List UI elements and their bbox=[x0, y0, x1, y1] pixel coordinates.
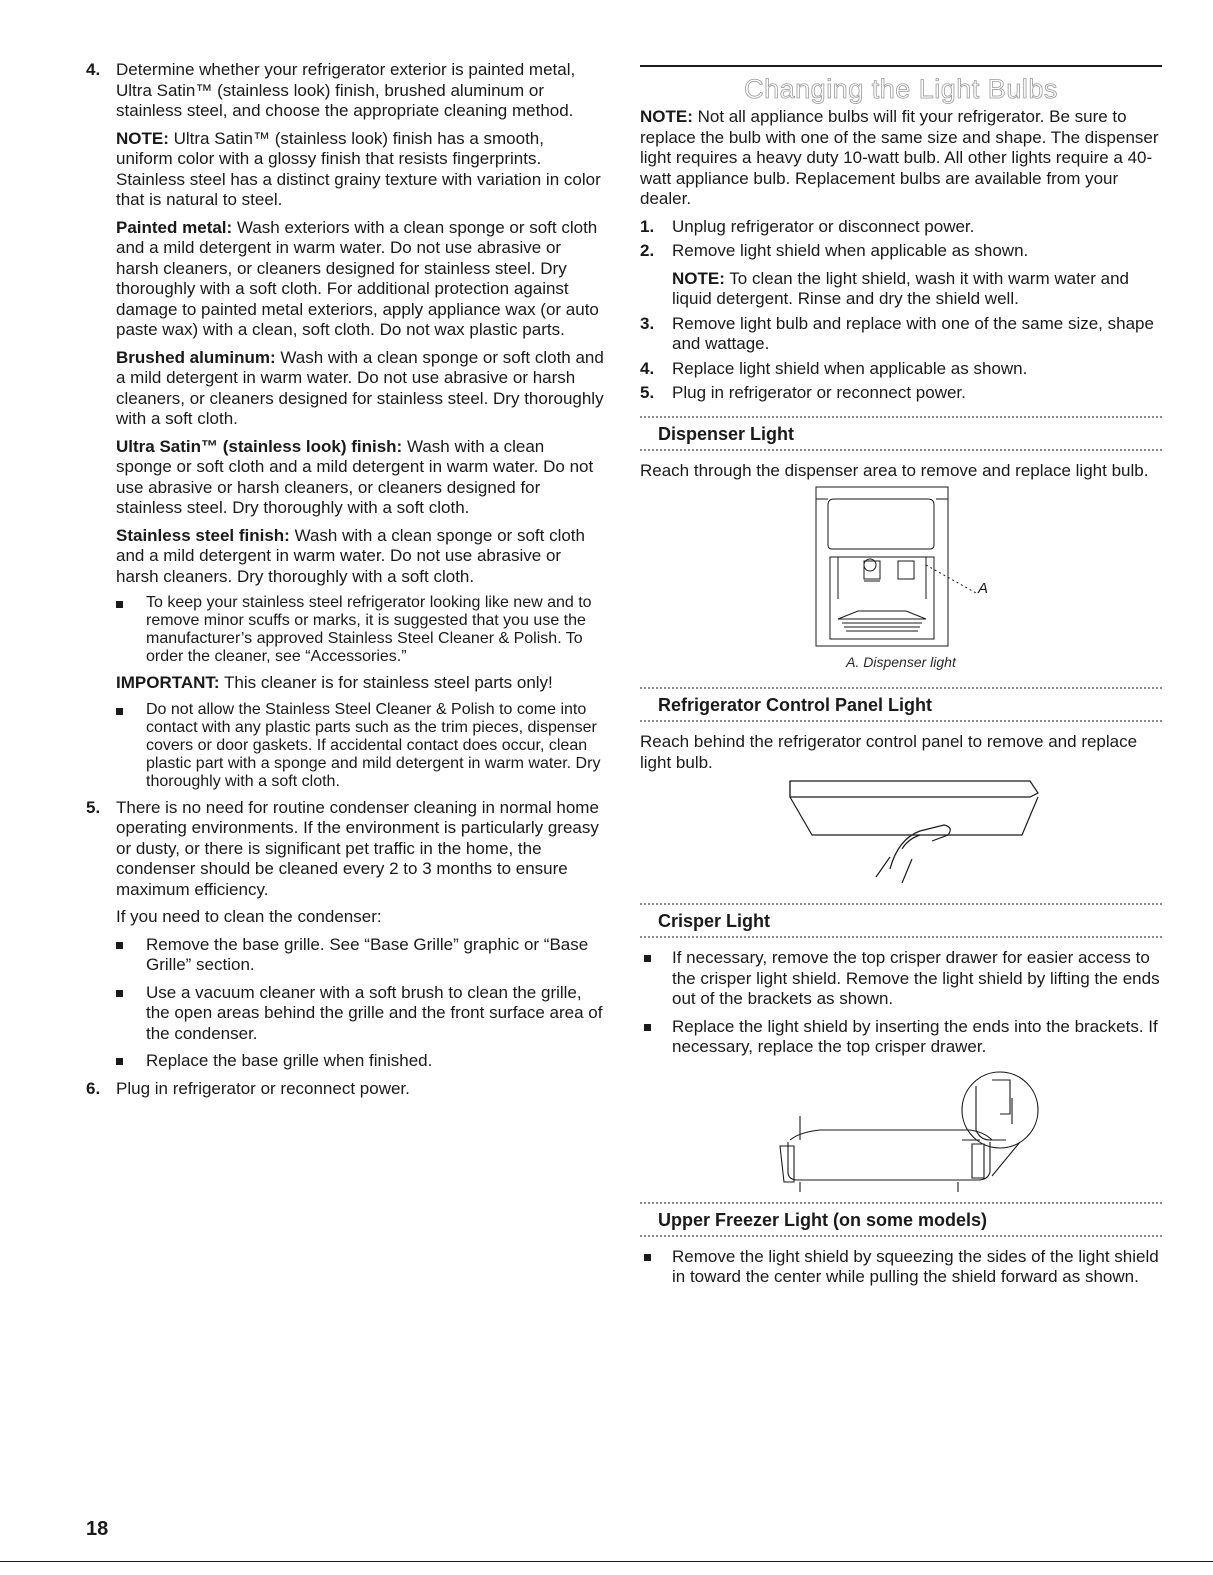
note-paragraph bbox=[116, 129, 604, 211]
crisper-heading-block bbox=[640, 903, 1162, 938]
step-text: There is no need for routine condenser cleaning in normal home operating environments. If the environment is particularly greasy or dusty, or there is significant pet traffic in the home, the condenser should be cleaned every 2 to 3 months to ensure maximum efficiency. bbox=[116, 797, 599, 899]
step-3 bbox=[640, 314, 1162, 355]
bullet-square bbox=[644, 1024, 651, 1031]
step-number: 4. bbox=[86, 60, 101, 79]
dispenser-illustration bbox=[640, 481, 1162, 651]
bullet-item bbox=[640, 1017, 1162, 1058]
step-number: 2. bbox=[640, 241, 655, 260]
bullet-item bbox=[86, 1051, 604, 1072]
step-text: Unplug refrigerator or disconnect power. bbox=[672, 216, 975, 236]
dispenser-caption: A. Dispenser light bbox=[846, 654, 956, 670]
section-rule bbox=[640, 65, 1162, 67]
control-panel-illustration bbox=[640, 773, 1162, 893]
callout-letter: A bbox=[978, 580, 989, 597]
dotted-rule bbox=[640, 1235, 1162, 1237]
bullet-text: Remove the base grille. See “Base Grille” graphic or “Base Grille” section. bbox=[146, 934, 589, 974]
bullet-square bbox=[116, 990, 123, 997]
control-panel-figure bbox=[640, 773, 1162, 893]
control-panel-text: Reach behind the refrigerator control panel to remove and replace light bulb. bbox=[640, 732, 1138, 772]
painted-metal-label: Painted metal: bbox=[116, 217, 233, 237]
dispenser-figure bbox=[640, 481, 1162, 651]
note-text: Not all appliance bulbs will fit your refrigerator. Be sure to replace the bulb with one of the same size and shape. The dispenser light requires a heavy duty 10-watt bulb. All other lights require a 40-watt appliance bulb. Replacement bulbs are available from your dealer. bbox=[640, 107, 1159, 208]
condenser-intro: If you need to clean the condenser: bbox=[116, 907, 382, 926]
note-label: NOTE: bbox=[640, 107, 693, 126]
freezer-heading-block bbox=[640, 1202, 1162, 1237]
bullet-item bbox=[640, 948, 1162, 1010]
bullet-square bbox=[116, 1058, 123, 1065]
bullet-square bbox=[116, 942, 123, 949]
right-column bbox=[640, 65, 1162, 1288]
step-note-text: To clean the light shield, wash it with warm water and liquid detergent. Rinse and dry the shield well. bbox=[672, 268, 1129, 308]
dispenser-heading: Dispenser Light bbox=[658, 423, 795, 444]
step-note bbox=[672, 269, 1162, 310]
bullet-item bbox=[86, 983, 604, 1045]
step-1 bbox=[640, 217, 1162, 238]
dispenser-text: Reach through the dispenser area to remove and replace light bulb. bbox=[640, 460, 1149, 480]
bullet-square bbox=[644, 955, 651, 962]
step-text: Determine whether your refrigerator exterior is painted metal, Ultra Satin™ (stainless look) finish, brushed aluminum or stainless steel, and choose the appropriate cleaning method. bbox=[116, 60, 576, 120]
ultra-satin-paragraph bbox=[116, 437, 604, 519]
bullet-text: Use a vacuum cleaner with a soft brush to clean the grille, the open areas behind the grille and the front surface area of the condenser. bbox=[146, 982, 603, 1043]
page-number: 18 bbox=[86, 1518, 109, 1540]
bullet-square bbox=[116, 708, 123, 715]
step-4 bbox=[86, 60, 604, 587]
bullet-text: If necessary, remove the top crisper drawer for easier access to the crisper light shield. Remove the light shield by lifting the ends out of the brackets as shown. bbox=[672, 948, 1160, 1008]
step-number: 6. bbox=[86, 1078, 101, 1098]
bullet-item bbox=[86, 935, 604, 976]
bullet-text: To keep your stainless steel refrigerator looking like new and to remove minor scuffs or marks, it is suggested that you use the manufacturer’s approved Stainless Steel Cleaner & Polish. To order the cleaner, see “Accessories.” bbox=[146, 594, 592, 665]
dotted-rule bbox=[640, 720, 1162, 722]
brushed-aluminum-label: Brushed aluminum: bbox=[116, 347, 276, 367]
bullet-text: Remove the light shield by squeezing the sides of the light shield in toward the center while pulling the shield forward as shown. bbox=[672, 1246, 1159, 1286]
step-number: 3. bbox=[640, 313, 655, 333]
ultra-satin-label: Ultra Satin™ (stainless look) finish: bbox=[116, 436, 403, 456]
step-number: 5. bbox=[86, 797, 101, 817]
dotted-rule bbox=[640, 936, 1162, 938]
control-panel-heading: Refrigerator Control Panel Light bbox=[658, 695, 933, 715]
step-text: Plug in refrigerator or reconnect power. bbox=[116, 1078, 410, 1098]
left-column bbox=[86, 60, 604, 1099]
crisper-heading: Crisper Light bbox=[658, 911, 771, 931]
step-text: Remove light bulb and replace with one of the same size, shape and wattage. bbox=[672, 313, 1154, 353]
stainless-paragraph bbox=[116, 526, 604, 588]
painted-metal-paragraph bbox=[116, 218, 604, 341]
bullet-item bbox=[640, 1247, 1162, 1288]
crisper-figure bbox=[640, 1058, 1162, 1198]
section-title: Changing the Light Bulbs bbox=[744, 74, 1058, 104]
bullet-item bbox=[86, 594, 604, 666]
note-label: NOTE: bbox=[116, 128, 169, 148]
step-5 bbox=[86, 798, 604, 928]
step-number: 1. bbox=[640, 216, 655, 236]
step-text: Replace light shield when applicable as shown. bbox=[672, 358, 1028, 378]
brushed-aluminum-paragraph bbox=[116, 348, 604, 430]
bullet-text: Do not allow the Stainless Steel Cleaner & Polish to come into contact with any plastic parts such as the trim pieces, dispenser covers or door gaskets. If accidental contact does occur, clean plastic part with a sponge and mild detergent in warm water. Dry thoroughly with a soft cloth. bbox=[146, 700, 601, 790]
stainless-label: Stainless steel finish: bbox=[116, 525, 290, 545]
important-label: IMPORTANT: bbox=[116, 673, 220, 692]
note-text: Ultra Satin™ (stainless look) finish has a smooth, uniform color with a glossy finish that resists fingerprints. Stainless steel has a distinct grainy texture with variation in color that is natural to steel. bbox=[116, 128, 601, 209]
stainless-text: Wash with a clean sponge or soft cloth and a mild detergent in warm water. Do not use abrasive or harsh cleaners. Dry thoroughly with a soft cloth. bbox=[116, 525, 585, 586]
dotted-rule bbox=[640, 449, 1162, 451]
step-number: 5. bbox=[640, 383, 655, 402]
bullet-square bbox=[116, 601, 123, 608]
step-6 bbox=[86, 1079, 604, 1100]
step-text: Remove light shield when applicable as shown. bbox=[672, 241, 1029, 260]
bullet-text: Replace the base grille when finished. bbox=[146, 1051, 433, 1070]
bullet-item bbox=[86, 701, 604, 791]
bullet-square bbox=[644, 1254, 651, 1261]
step-5 bbox=[640, 383, 1162, 404]
dispenser-heading-block bbox=[640, 416, 1162, 451]
brushed-aluminum-text: Wash with a clean sponge or soft cloth and a mild detergent in warm water. Do not use abrasive or harsh cleaners, or cleaners designed for stainless steel. Dry thoroughly with a soft cloth. bbox=[116, 347, 604, 428]
freezer-heading: Upper Freezer Light (on some models) bbox=[658, 1209, 988, 1230]
ultra-satin-text: Wash with a clean sponge or soft cloth and a mild detergent in warm water. Do not use abrasive or harsh cleaners, or cleaners designed for stainless steel. Dry thoroughly with a soft cloth. bbox=[116, 436, 594, 517]
control-panel-heading-block bbox=[640, 687, 1162, 722]
painted-metal-text: Wash exteriors with a clean sponge or soft cloth and a mild detergent in warm water. Do not use abrasive or harsh cleaners, or cleaners designed for stainless steel. Dry thoroughly with a soft cloth. For additional protection against damage to painted metal exteriors, apply appliance wax (or auto paste wax) with a clean, soft cloth. Do not wax plastic parts. bbox=[116, 217, 599, 339]
step-note-label: NOTE: bbox=[672, 268, 725, 288]
note-paragraph bbox=[640, 107, 1162, 210]
crisper-illustration bbox=[640, 1058, 1162, 1198]
step-number: 4. bbox=[640, 358, 655, 378]
important-text: This cleaner is for stainless steel parts only! bbox=[219, 673, 553, 692]
step-4 bbox=[640, 359, 1162, 380]
step-2 bbox=[640, 241, 1162, 310]
bottom-rule bbox=[0, 1561, 1213, 1562]
important-paragraph bbox=[86, 673, 604, 694]
step-text: Plug in refrigerator or reconnect power. bbox=[672, 383, 966, 402]
bullet-text: Replace the light shield by inserting the ends into the brackets. If necessary, replace the top crisper drawer. bbox=[672, 1016, 1158, 1056]
